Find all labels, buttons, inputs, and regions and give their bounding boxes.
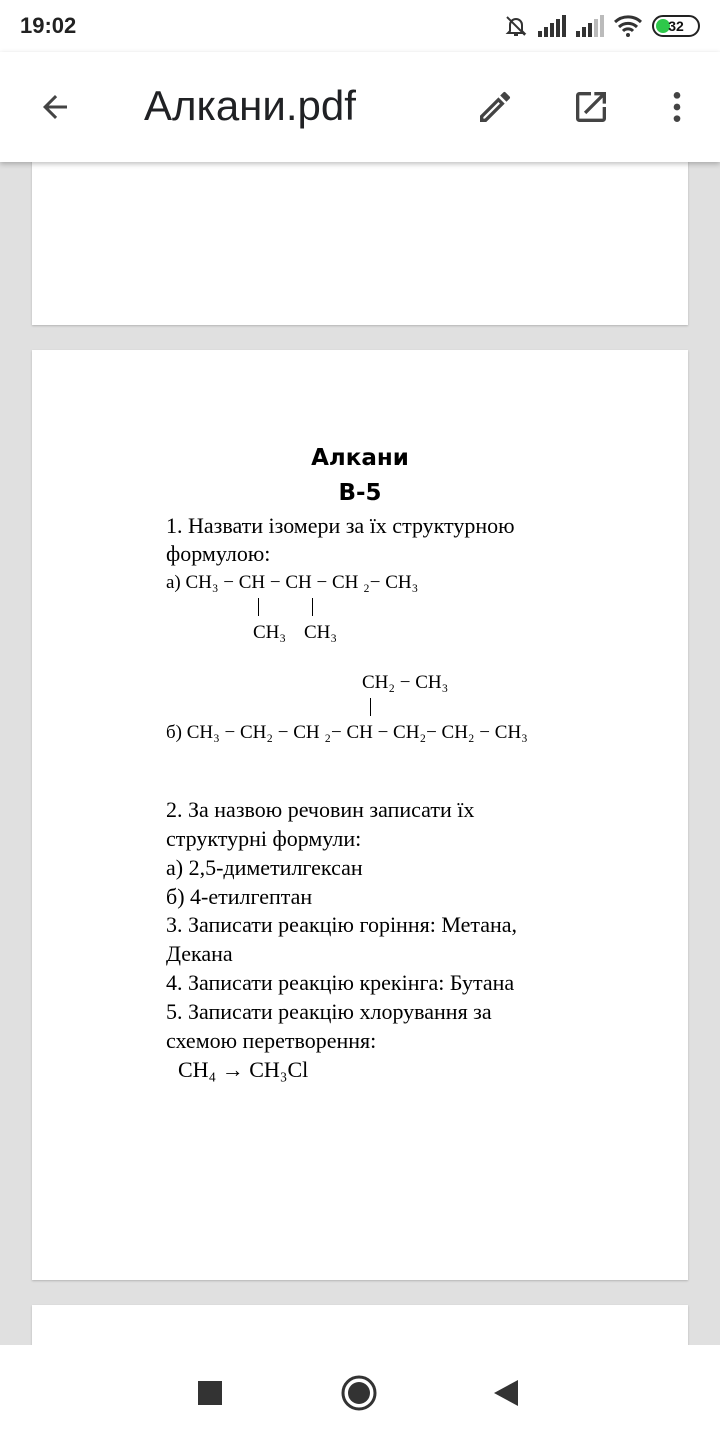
pencil-icon <box>475 87 515 127</box>
task5-line1: 5. Записати реакцію хлорування за <box>166 999 492 1024</box>
formula-b-branch: CH₂ − CH₃ <box>362 672 449 693</box>
doc-heading: Алкани <box>311 445 409 471</box>
edit-button[interactable] <box>468 80 522 134</box>
more-options-button[interactable] <box>650 80 704 134</box>
back-button[interactable] <box>28 80 82 134</box>
app-bar <box>0 52 720 162</box>
task2-b: б) 4-етилгептан <box>166 884 313 909</box>
recents-button[interactable] <box>186 1369 234 1417</box>
pdf-page <box>32 350 688 1280</box>
formula-a-sub1: CH₃ <box>253 622 287 643</box>
arrow-back-icon <box>37 89 73 125</box>
task3-line1: 3. Записати реакцію горіння: Метана, <box>166 912 518 937</box>
square-icon <box>197 1380 223 1406</box>
status-icons <box>504 12 700 40</box>
system-nav-bar <box>0 1345 720 1440</box>
home-button[interactable] <box>335 1369 383 1417</box>
task2-line1: 2. За назвою речовин записати їх <box>166 797 475 822</box>
task5-line2: схемою перетворення: <box>166 1028 377 1053</box>
formula-b-main: б) CH₃ − CH₂ − CH ₂− CH − CH₂− CH₂ − CH₃ <box>166 722 528 743</box>
bond-line <box>258 598 259 616</box>
mute-icon <box>504 14 528 38</box>
bond-line <box>370 698 371 716</box>
signal-secondary-icon <box>576 15 604 37</box>
task1-line2: формулою: <box>166 541 271 566</box>
open-external-button[interactable] <box>564 80 618 134</box>
status-bar <box>0 0 720 52</box>
signal-icon <box>538 15 566 37</box>
formula-a-main: а) CH₃ − CH − CH − CH ₂− CH₃ <box>166 572 419 593</box>
wifi-icon <box>614 15 642 37</box>
battery-level: 32 <box>668 18 684 34</box>
open-in-new-icon <box>571 87 611 127</box>
triangle-back-icon <box>492 1378 520 1408</box>
task5-scheme: CH₄ → CH₃Cl <box>178 1057 309 1082</box>
battery-icon <box>652 15 700 37</box>
task2-line2: структурні формули: <box>166 826 362 851</box>
task1-line1: 1. Назвати ізомери за їх структурною <box>166 513 515 538</box>
formula-a-sub2: CH₃ <box>304 622 338 643</box>
circle-icon <box>339 1373 379 1413</box>
more-vert-icon <box>657 87 697 127</box>
bond-line <box>312 598 313 616</box>
task2-a: а) 2,5-диметилгексан <box>166 855 363 880</box>
pdf-viewer[interactable] <box>0 162 720 1345</box>
pdf-page-next <box>32 1305 688 1345</box>
task4: 4. Записати реакцію крекінга: Бутана <box>166 970 515 995</box>
pdf-page-previous <box>32 162 688 325</box>
nav-back-button[interactable] <box>482 1369 530 1417</box>
document-title: Алкани.pdf <box>144 82 356 129</box>
doc-variant: В-5 <box>338 480 382 506</box>
status-time: 19:02 <box>20 13 77 38</box>
task3-line2: Декана <box>166 941 233 966</box>
